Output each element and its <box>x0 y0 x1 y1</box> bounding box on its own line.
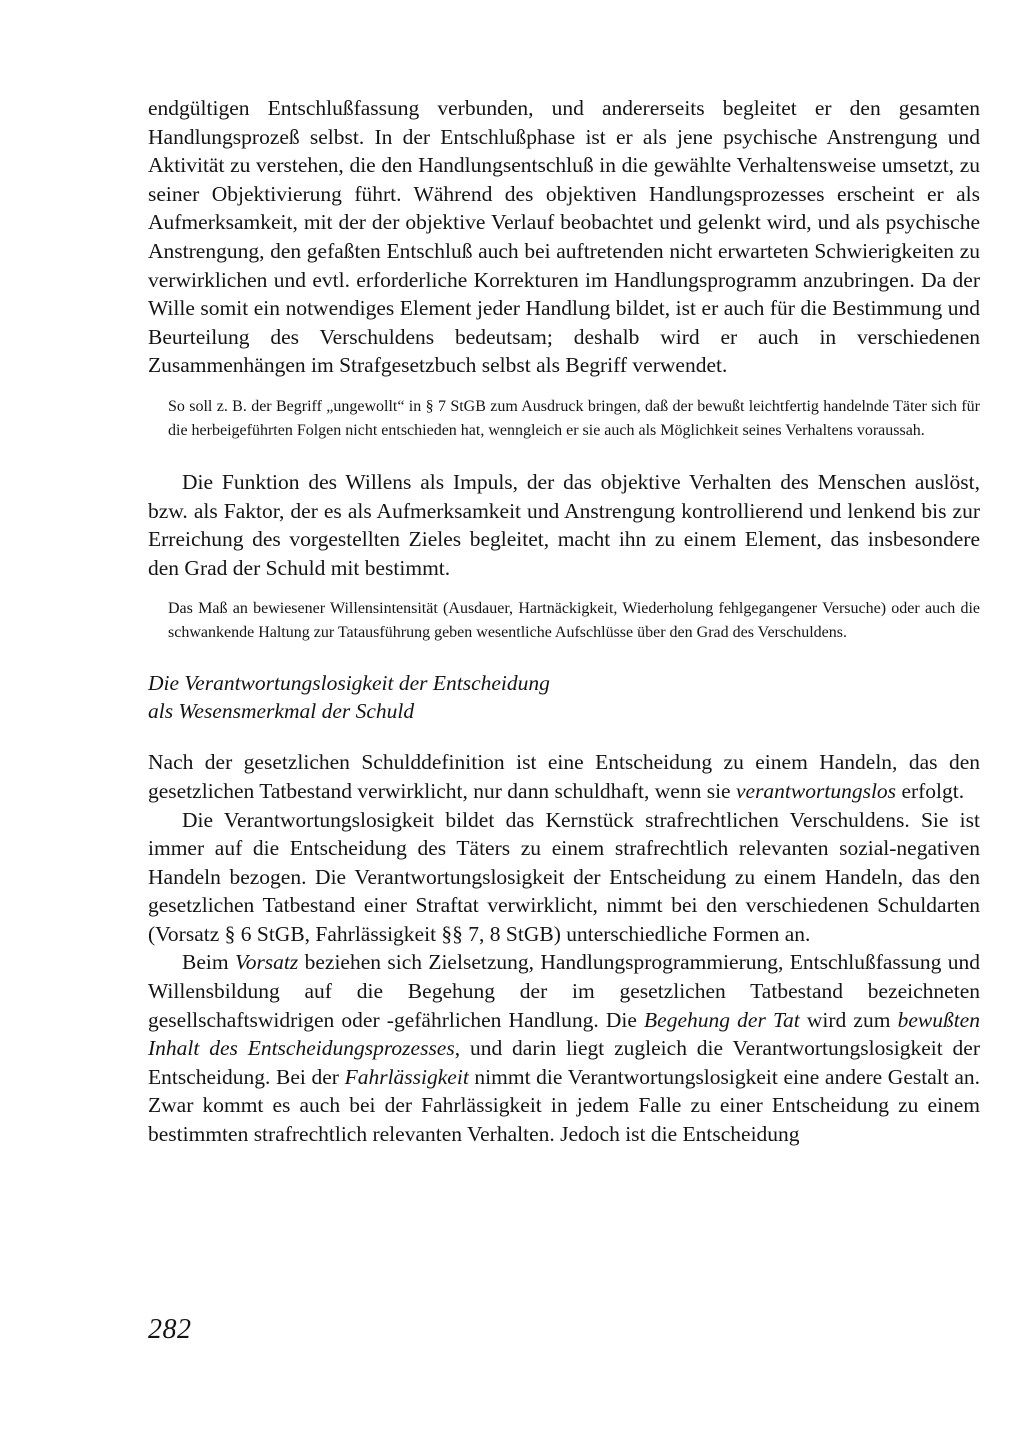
text-run: Nach der gesetzlichen Schulddefinition ist eine Entscheidung zu einem Handeln, das den gesetzlichen Tatbestand verwirklicht, nur dann schuldhaft, wenn sie <box>148 750 980 803</box>
paragraph-legal-definition <box>148 748 980 805</box>
section-heading <box>148 669 980 725</box>
section-heading-line-1: Die Verantwortungslosigkeit der Entscheidung <box>148 671 550 696</box>
paragraph-vorsatz <box>148 948 980 1148</box>
page-body <box>148 94 980 1149</box>
emphasis-bewusster-inhalt: bewußten Inhalt des Entscheidungsprozesses <box>148 1007 980 1061</box>
text-run: Beim <box>182 950 235 975</box>
page-number: 282 <box>148 1314 192 1345</box>
paragraph-will-function: Die Funktion des Willens als Impuls, der das objektive Verhalten des Menschen auslöst, bzw. als Faktor, der es als Aufmerksamkeit und Anstrengung kontrollierend und lenkend bis zur Erreichung des vorgestellten Zieles begleitet, macht ihn zu einem Element, das insbesondere den Grad der Schuld mit bestimmt. <box>148 469 980 580</box>
text-run: , und darin liegt zugleich die Verantwortungslosigkeit der Entscheidung. Bei der <box>148 1036 980 1089</box>
footnote-ungewollt: So soll z. B. der Begriff „ungewollt“ in § 7 StGB zum Ausdruck bringen, daß der bewußt leichtfertig handelnde Täter sich für die herbeigeführten Folgen nicht entschieden hat, wenngleich er sie auch als Möglichkeit seines Verhaltens voraussah. <box>168 397 980 439</box>
emphasis-verantwortungslos: verantwortungslos <box>735 778 897 803</box>
emphasis-fahrlaessigkeit: Fahrlässigkeit <box>344 1064 469 1089</box>
section-heading-line-2: als Wesensmerkmal der Schuld <box>148 699 415 724</box>
emphasis-begehung-der-tat: Begehung der Tat <box>644 1007 800 1032</box>
text-run: wird zum <box>799 1007 898 1032</box>
text-run: nimmt die Verantwortungslosigkeit eine andere Gestalt an. Zwar kommt es auch bei der Fahrlässigkeit in jedem Falle zu einer Entscheidung zu einem bestimmten strafrechtlich relevanten Verhalten. Jedoch ist die Entscheidung <box>148 1064 980 1147</box>
emphasis-vorsatz: Vorsatz <box>234 950 299 975</box>
paragraph-core-of-guilt: Die Verantwortungslosigkeit bildet das Kernstück strafrechtlichen Verschuldens. Sie ist immer auf die Entscheidung des Täters zu einem strafrechtlich relevanten sozial-negativen Handeln bezogen. Die Verantwortungslosigkeit der Entscheidung zu einem Handeln, das den gesetzlichen Tatbestand einer Straftat verwirklicht, nimmt bei den verschiedenen Schuldarten (Vorsatz § 6 StGB, Fahrlässigkeit §§ 7, 8 StGB) unterschiedliche Formen an. <box>148 807 980 946</box>
text-run: erfolgt. <box>896 778 965 803</box>
text-run: beziehen sich Zielsetzung, Handlungsprogrammierung, Entschlußfassung und Willensbildung auf die Begehung der im gesetzlichen Tatbestand bezeichneten gesellschaftswidrigen oder -gefährlichen Handlung. Die <box>148 950 980 1032</box>
paragraph-will-element: endgültigen Entschlußfassung verbunden, und andererseits begleitet er den gesamten Handlungsprozeß selbst. In der Entschlußphase ist er als jene psychische Anstrengung und Aktivität zu verstehen, die den Handlungsentschluß in die gewählte Verhaltensweise umsetzt, zu seiner Objektivierung führt. Während des objektiven Handlungsprozesses erscheint er als Aufmerksamkeit, mit der der objektive Verlauf beobachtet und gelenkt wird, und als psychische Anstrengung, den gefaßten Entschluß auch bei auftretenden nicht erwarteten Schwierigkeiten zu verwirklichen und evtl. erforderliche Korrekturen im Handlungsprogramm anzubringen. Da der Wille somit ein notwendiges Element jeder Handlung bildet, ist er auch für die Bestimmung und Beurteilung des Verschuldens bedeutsam; deshalb wird er auch in verschiedenen Zusammenhängen im Strafgesetzbuch selbst als Begriff verwendet. <box>148 96 980 378</box>
footnote-will-intensity: Das Maß an bewiesener Willensintensität (Ausdauer, Hartnäckigkeit, Wiederholung fehlgegangener Versuche) oder auch die schwankende Haltung zur Tatausführung geben wesentliche Aufschlüsse über den Grad des Verschuldens. <box>168 600 980 642</box>
